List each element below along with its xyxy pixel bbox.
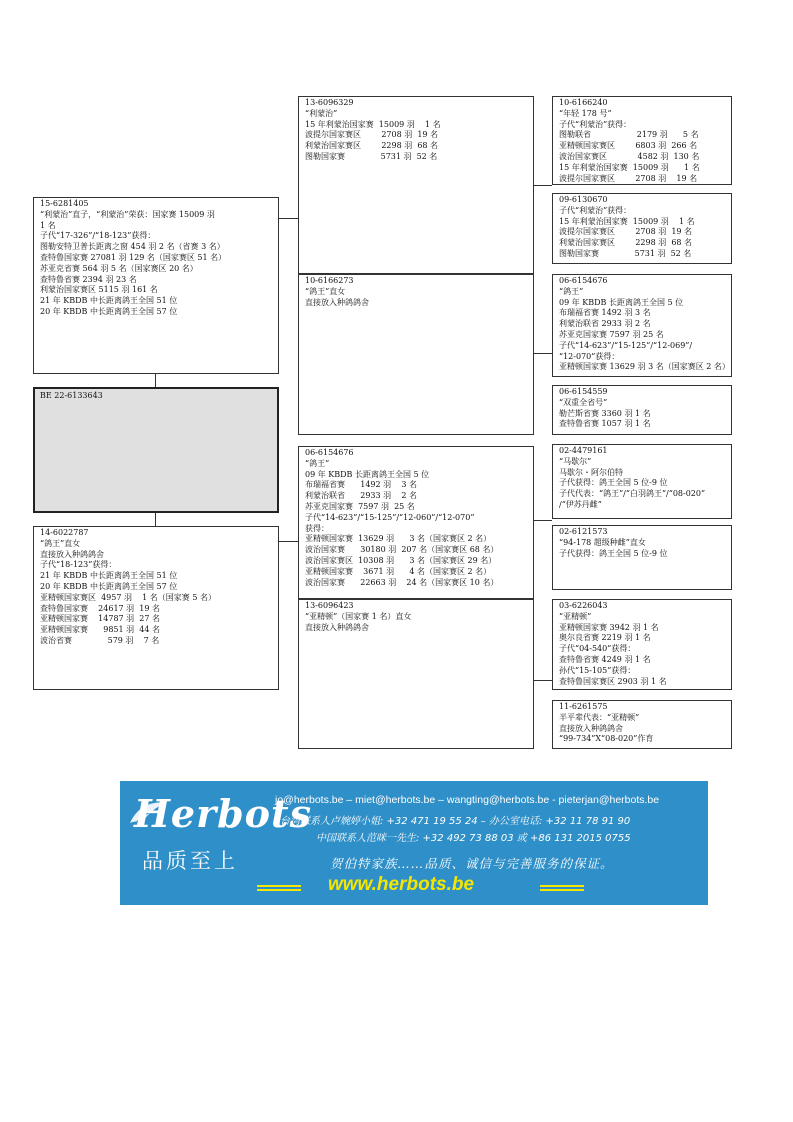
pedigree-line: 11-6261575 [559, 702, 608, 711]
pedigree-line: 子代“利蒙治”获得： [559, 205, 632, 215]
pedigree-line: 亚精顿国家赛 3942 羽 1 名 [559, 622, 659, 632]
g3-box-3 [552, 274, 732, 377]
dam-box [33, 526, 279, 690]
sire-text [34, 198, 278, 318]
pedigree-line: 09-6130670 [559, 195, 608, 204]
pedigree-line: 查特鲁省赛 1057 羽 1 名 [559, 419, 651, 429]
pedigree-line: “利蒙治” [305, 108, 338, 118]
pedigree-line: 09 年 KBDB 长距离鸽王全国 5 位 [305, 469, 430, 479]
pedigree-line: 布瑞福省赛 1492 羽 3 名 [559, 308, 651, 318]
sire-dam-text [299, 275, 533, 308]
g3-text-8 [553, 701, 731, 745]
pedigree-line: “马歇尔” [559, 456, 592, 466]
pedigree-line: 直接放入种鸽鸽舍 [40, 549, 104, 559]
dam-sire-text [299, 447, 533, 588]
g3-box-1 [552, 96, 732, 185]
subject-box [33, 387, 279, 513]
connector-g1b-g3 [533, 353, 552, 354]
pedigree-line: 查特鲁国家赛 24617 羽 19 名 [40, 603, 160, 613]
sire-sire-box [298, 96, 534, 274]
connector-g1c-g3 [533, 520, 552, 521]
g3-text-2 [553, 194, 731, 260]
pedigree-line: 利蒙治联省 2933 羽 2 名 [305, 491, 417, 501]
pedigree-line: 子代“17-326”/“18-123”获得： [40, 231, 156, 241]
pedigree-line: “鸽王” [305, 458, 330, 468]
divider-left-2 [257, 889, 301, 891]
g3-text-1 [553, 97, 731, 184]
pedigree-line: 波提尔国家赛区 2708 羽 19 名 [559, 173, 698, 183]
pedigree-line: 子代“14-623”/“15-125”/“12-060”/“12-070” [305, 512, 475, 522]
pedigree-line: “亚精顿” [559, 611, 592, 621]
g3-box-5 [552, 444, 732, 519]
pedigree-line: 苏亚克国家赛 7597 羽 25 名 [559, 329, 664, 339]
pedigree-line: 波提尔国家赛区 2708 羽 19 名 [305, 130, 439, 140]
pedigree-line: 波治国家赛区 4582 羽 130 名 [559, 151, 700, 161]
pedigree-line: 15 年利蒙治国家赛 15009 羽 1 名 [559, 216, 695, 226]
pedigree-line: 奥尔良省赛 2219 羽 1 名 [559, 633, 651, 643]
pedigree-line: 苏亚克省赛 564 羽 5 名（国家赛区 20 名） [40, 263, 198, 273]
pedigree-line: 13-6096423 [305, 601, 354, 610]
pedigree-line: 20 年 KBDB 中长距离鸽王全国 57 位 [40, 581, 178, 591]
g3-text-7 [553, 600, 731, 687]
g3-box-2 [552, 193, 732, 264]
pedigree-line: 图勒国家赛 5731 羽 52 名 [305, 151, 438, 161]
g3-text-3 [553, 275, 731, 373]
pedigree-line: 波治国家赛 22663 羽 24 名（国家赛区 10 名） [305, 577, 499, 587]
pedigree-line: 亚精顿国家赛 3671 羽 4 名（国家赛区 2 名） [305, 566, 492, 576]
pedigree-line: 10-6166240 [559, 98, 608, 107]
pedigree-line: 查特鲁省赛 2394 羽 23 名 [40, 274, 137, 284]
pedigree-line: 20 年 KBDB 中长距离鸽王全国 57 位 [40, 306, 178, 316]
pedigree-line: 勒芒斯省赛 3360 羽 1 名 [559, 408, 651, 418]
pedigree-line: 亚精顿国家赛区 4957 羽 1 名（国家赛 5 名） [40, 592, 216, 602]
connector-g1d-g3 [533, 680, 552, 681]
pedigree-line: 21 年 KBDB 中长距离鸽王全国 51 位 [40, 571, 178, 581]
g3-box-6 [552, 525, 732, 590]
pedigree-line: 亚精顿国家赛 13629 羽 3 名（国家赛区 2 名） [305, 534, 492, 544]
pedigree-line: 直接放入种鸽鸽舍 [559, 723, 623, 733]
pedigree-line: 马歇尔・阿尔伯特 [559, 467, 623, 477]
pedigree-line: 图勒国家赛 5731 羽 52 名 [559, 248, 692, 258]
pedigree-line: 1 名 [40, 220, 56, 230]
connector-g1a-g3 [533, 185, 552, 186]
pedigree-line: 亚精顿国家赛 9851 羽 44 名 [40, 625, 160, 635]
sire-sire-text [299, 97, 533, 163]
pedigree-line: 利蒙治国家赛区 2298 羽 68 名 [559, 238, 693, 248]
pedigree-line: 亚精顿国家赛 14787 羽 27 名 [40, 614, 160, 624]
pedigree-line: 06-6154676 [559, 276, 608, 285]
pedigree-line: /“伊苏丹雌” [559, 499, 602, 509]
guarantee-text: 贺伯特家族……品质、诚信与完善服务的保证。 [330, 856, 614, 871]
pedigree-line: 09 年 KBDB 长距离鸽王全国 5 位 [559, 297, 684, 307]
pedigree-line: 子代“18-123”获得： [40, 560, 117, 570]
pedigree-line: 21 年 KBDB 中长距离鸽王全国 51 位 [40, 296, 178, 306]
phone-china: 中国联系人范咪一先生: +32 492 73 88 03 或 +86 131 2015 0755 [316, 833, 631, 844]
dam-text [34, 527, 278, 647]
contact-emails[interactable]: jo@herbots.be – miet@herbots.be – wangting@herbots.be - pieterjan@herbots.be [275, 794, 660, 806]
dam-sire-box [298, 446, 534, 599]
g3-box-8 [552, 700, 732, 749]
pedigree-line: 子代“04-540”获得： [559, 644, 636, 654]
pedigree-line: 波治国家赛区 10308 羽 3 名（国家赛区 29 名） [305, 555, 497, 565]
pedigree-line: 利蒙治联省 2933 羽 2 名 [559, 319, 651, 329]
pedigree-line: 子代获得：鸽王全国 5 位-9 位 [559, 548, 668, 558]
pedigree-line: 获得： [305, 523, 329, 533]
g3-text-4 [553, 386, 731, 430]
sire-box [33, 197, 279, 374]
pedigree-line: 03-6226043 [559, 601, 608, 610]
slogan: 品质至上 [142, 849, 238, 873]
g3-text-6 [553, 526, 731, 559]
pedigree-line: 利蒙治国家赛区 2298 羽 68 名 [305, 141, 439, 151]
connector-dam-subject [155, 513, 156, 526]
pedigree-line: 波治国家赛 30180 羽 207 名（国家赛区 68 名） [305, 545, 499, 555]
pedigree-line: 波提尔国家赛区 2708 羽 19 名 [559, 227, 693, 237]
pedigree-line: 14-6022787 [40, 528, 89, 537]
pedigree-line: 查特鲁国家赛 27081 羽 129 名（国家赛区 51 名） [40, 252, 227, 262]
pedigree-line: 亚精顿国家赛区 6803 羽 266 名 [559, 141, 698, 151]
pedigree-line: “94-178 超级种雌”直女 [559, 537, 646, 547]
pedigree-line: 直接放入种鸽鸽舍 [305, 622, 369, 632]
pedigree-line: 查特鲁省赛 4249 羽 1 名 [559, 654, 651, 664]
pedigree-line: 图勒安特卫普长距离之窗 454 羽 2 名（省赛 3 名） [40, 242, 225, 252]
pedigree-line: 15-6281405 [40, 199, 89, 208]
pedigree-line: “99-734”X“08-020”作育 [559, 734, 654, 744]
pedigree-line: “利蒙治”直子，“利蒙治”荣获：国家赛 15009 羽 [40, 209, 215, 219]
dam-dam-text [299, 600, 533, 633]
pedigree-line: 06-6154676 [305, 448, 354, 457]
pedigree-line: 苏亚克国家赛 7597 羽 25 名 [305, 501, 415, 511]
g3-text-5 [553, 445, 731, 511]
pedigree-line: 亚精顿国家赛 13629 羽 3 名（国家赛区 2 名） [559, 362, 730, 372]
website-link[interactable]: www.herbots.be [328, 874, 475, 895]
pedigree-line: “鸽王”直女 [305, 286, 346, 296]
pedigree-line: 布瑞福省赛 1492 羽 3 名 [305, 480, 417, 490]
g3-box-4 [552, 385, 732, 435]
subject-ring: BE 22-6133643 [40, 391, 103, 400]
pedigree-line: 子代“14-623”/“15-125”/“12-069”/ [559, 340, 693, 350]
herbots-logo: Herbots [134, 791, 312, 836]
pedigree-line: “12-070”获得： [559, 351, 620, 361]
pedigree-line: 子代获得：鸽王全国 5 位-9 位 [559, 478, 668, 488]
pedigree-line: 半平辈代表：“亚精顿” [559, 712, 640, 722]
pedigree-line: “双重全省号” [559, 397, 608, 407]
divider-right [540, 885, 584, 887]
pedigree-line: 孙代“15-105”获得： [559, 665, 636, 675]
pedigree-line: 02-6121573 [559, 527, 608, 536]
pedigree-line: 02-4479161 [559, 446, 608, 455]
pedigree-line: 15 年利蒙治国家赛 15009 羽 1 名 [559, 162, 700, 172]
pedigree-line: 图勒联省 2179 羽 5 名 [559, 130, 699, 140]
sire-dam-box [298, 274, 534, 435]
connector-sire-subject [155, 374, 156, 387]
connector-dam-g1 [279, 541, 298, 542]
herbots-banner[interactable] [120, 781, 708, 905]
pedigree-line: 波治省赛 579 羽 7 名 [40, 635, 160, 645]
pedigree-line: “鸽王”直女 [40, 538, 81, 548]
pedigree-line: 直接放入种鸽鸽舍 [305, 297, 369, 307]
divider-right-2 [540, 889, 584, 891]
pedigree-line: “年轻 178 号” [559, 108, 612, 118]
connector-sire-g1 [279, 218, 298, 219]
g3-box-7 [552, 599, 732, 690]
divider-left [257, 885, 301, 887]
pedigree-line: 06-6154559 [559, 387, 608, 396]
pedigree-line: “亚精顿”（国家赛 1 名）直女 [305, 611, 412, 621]
pedigree-line: 子代代表：“鸽王”/“白羽鸽王”/“08-020” [559, 489, 706, 499]
pedigree-line: 13-6096329 [305, 98, 354, 107]
phone-taiwan: 台湾联系人卢婉婷小姐: +32 471 19 55 24 – 办公室电话: +32 11 78 91 90 [280, 816, 631, 827]
pedigree-line: 子代“利蒙治”获得： [559, 119, 632, 129]
pedigree-line: 10-6166273 [305, 276, 354, 285]
pedigree-line: 利蒙治国家赛区 5115 羽 161 名 [40, 285, 158, 295]
pedigree-line: “鸽王” [559, 286, 584, 296]
pedigree-line: 15 年利蒙治国家赛 15009 羽 1 名 [305, 119, 441, 129]
dam-dam-box [298, 599, 534, 749]
pedigree-line: 查特鲁国家赛区 2903 羽 1 名 [559, 676, 667, 686]
